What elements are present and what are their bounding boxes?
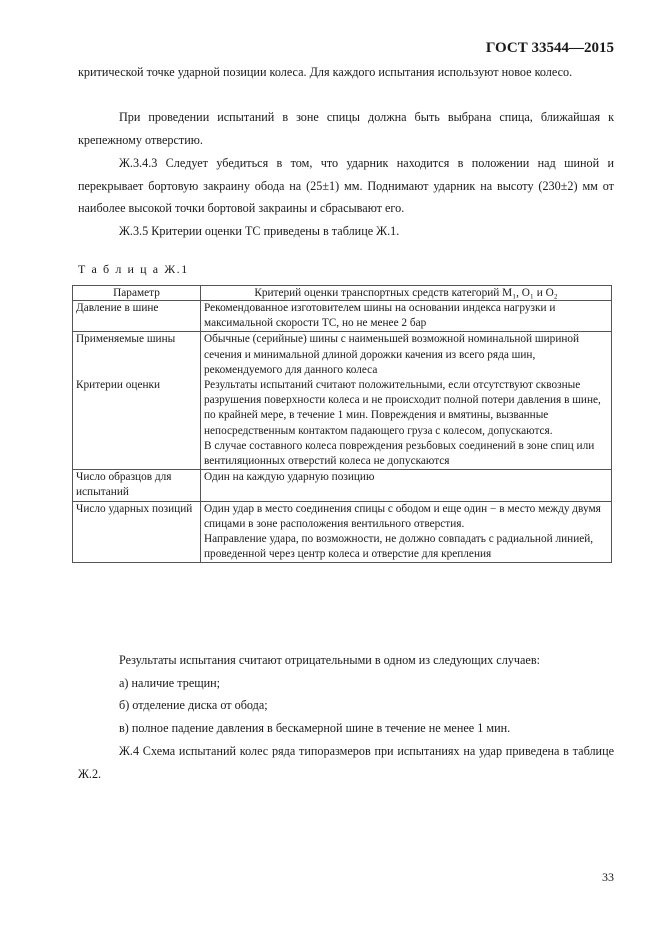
criteria-table [72,285,612,563]
criteria-text: Направление удара, по возможности, не должно совпадать с радиальной линией, проведенной через центр колеса и отверстие для крепления [204,533,594,561]
criteria-text: Один на каждую ударную позицию [204,471,375,484]
paragraph-continuation: критической точке ударной позиции колеса. Для каждого испытания используют новое колесо. [78,65,573,79]
row-param: Критерии оценки [73,378,201,470]
row-criteria [201,332,612,378]
table-row [73,501,612,563]
row-criteria [201,470,612,501]
table-caption: Т а б л и ц а Ж.1 [78,262,189,276]
list-item: б) отделение диска от обода; [119,698,268,712]
table-row [73,378,612,470]
criteria-text: Обычные (серийные) шины с наименьшей возможной номинальной шириной сечения и минимальной длиной дорожки качения из всего ряда шин, рекомендуемого для данного колеса [204,333,580,376]
paragraph-3-5: Ж.3.5 Критерии оценки ТС приведены в таблице Ж.1. [119,224,400,238]
header-parameter: Параметр [73,286,201,301]
criteria-text: В случае составного колеса повреждения резьбовых соединений в зоне спиц или вентиляционных отверстий колеса не допускаются [204,439,595,468]
criteria-text: Один удар в место соединения спицы с ободом и еще один − в место между двумя спицами в зоне расположения вентильного отверстия. [204,502,601,530]
table-row [73,470,612,501]
list-item: а) наличие трещин; [119,676,221,690]
table-row [73,301,612,332]
row-criteria [201,301,612,332]
criteria-text: Рекомендованное изготовителем шины на основании индекса нагрузки и максимальной скорости ТС, но не менее 2 бар [204,302,556,330]
table-header-row [73,286,612,301]
row-param: Число ударных позиций [73,501,201,563]
header-criteria: Критерий оценки транспортных средств категорий M₁, O₁ и O₂ [201,286,612,301]
row-param: Давление в шине [73,301,201,332]
paragraph-spoke-selection: При проведении испытаний в зоне спицы должна быть выбрана спица, ближайшая к крепежному отверстию. [78,110,614,147]
paragraph-negative-intro: Результаты испытания считают отрицательными в одном из следующих случаев: [119,653,540,667]
table-row [73,332,612,378]
paragraph-4: Ж.4 Схема испытаний колес ряда типоразмеров при испытаниях на удар приведена в таблице Ж.2. [78,744,614,781]
row-param: Применяемые шины [73,332,201,378]
row-criteria [201,501,612,563]
document-code: ГОСТ 33544—2015 [485,40,614,56]
criteria-text: Результаты испытаний считают положительными, если отсутствуют сквозные разрушения поверхности колеса и не происходит полной потери давления в шине, по крайней мере, в течение 1 мин. Повреждения и вмятины, вызванные непосредственным контактом падающего груза с колесом, допускаются. [204,379,601,437]
paragraph-3-4-3: Ж.3.4.3 Следует убедиться в том, что ударник находится в положении над шиной и перекрывает бортовую закраину обода на (25±1) мм. Поднимают ударник на высоту (230±2) мм от наиболее высокой точки бортовой закраины и сбрасывают его. [78,156,614,216]
list-item: в) полное падение давления в бескамерной шине в течение не менее 1 мин. [119,721,511,735]
row-criteria [201,378,612,470]
row-param: Число образцов для испытаний [73,470,201,501]
page-number: 33 [602,870,614,884]
